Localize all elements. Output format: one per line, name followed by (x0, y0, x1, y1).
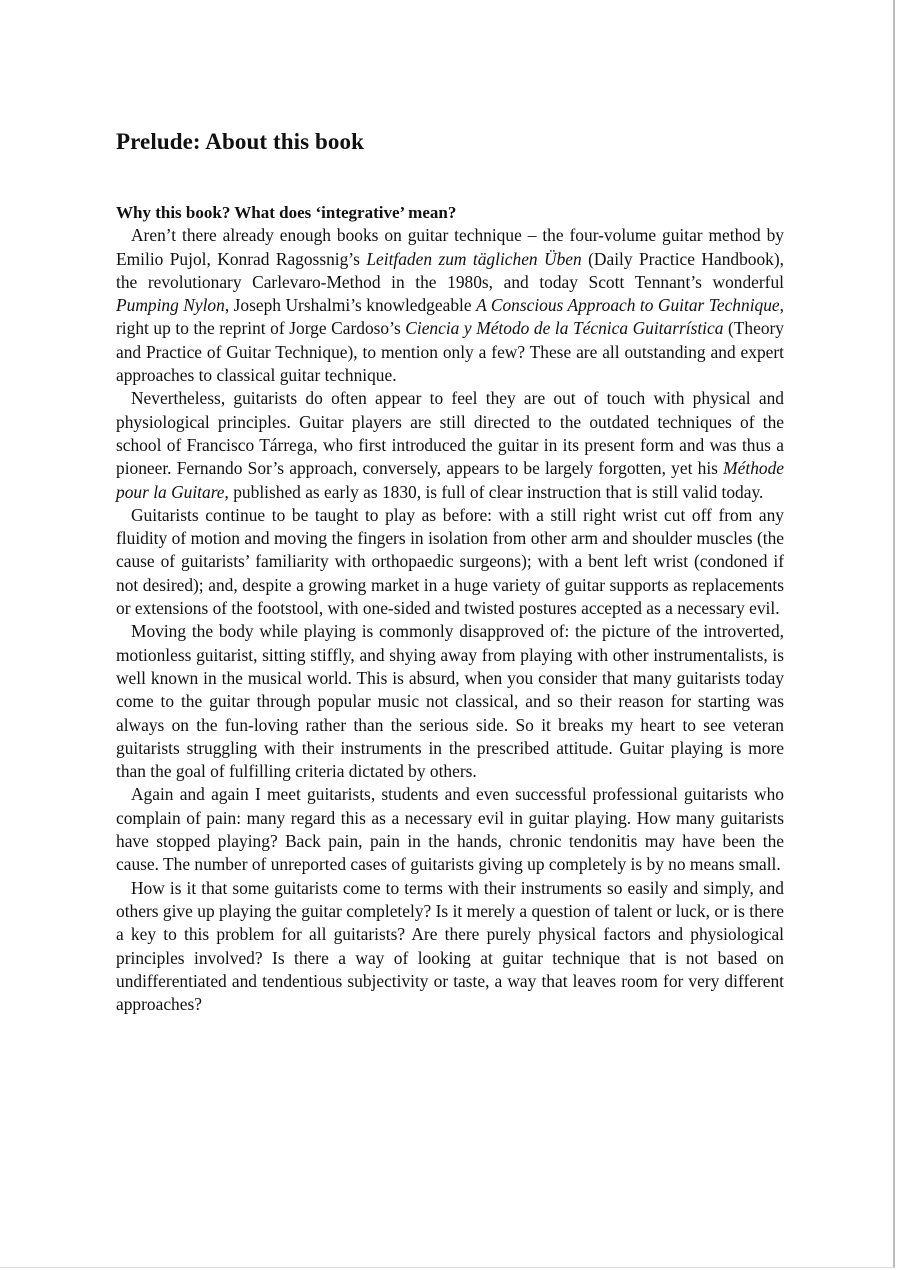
paragraph-text: Nevertheless, guitarists do often appear to feel they are out of touch with physical and physiological principles. Guitar players are still directed to the outdated techniques of the school of Francisco Tárrega, who first introduced the guitar in its present form and was thus a pioneer. Fernando Sor’s approach, conversely, appears to be largely forgotten, yet his (116, 388, 784, 479)
book-title-italic: Ciencia y Método de la Técnica Guitarrística (405, 318, 724, 339)
paragraph-text: (Theory and Practice of Guitar Technique), to mention only a few? These are all outstanding and expert approaches to classical guitar technique. (116, 318, 784, 386)
book-title-italic: Méthode pour la Guitare (116, 458, 784, 502)
body-text (116, 224, 784, 1016)
paragraph-text: Moving the body while playing is commonly disapproved of: the picture of the introverted, motionless guitarist, sitting stiffly, and shying away from playing with other instrumentalists, is well known in the musical world. This is absurd, when you consider that many guitarists today come to the guitar through popular music not classical, and so their reason for starting was always on the fun-loving rather than the serious side. So it breaks my heart to see veteran guitarists struggling with their instruments in the prescribed attitude. Guitar playing is more than the goal of fulfilling criteria dictated by others. (116, 621, 784, 782)
body-paragraph (116, 783, 784, 876)
body-paragraph (116, 877, 784, 1017)
paragraph-text: , Joseph Urshalmi’s knowledgeable (224, 295, 477, 316)
chapter-title: Prelude: About this book (116, 129, 364, 154)
body-paragraph (116, 620, 784, 783)
paragraph-text: (Daily Practice Handbook), the revolutionary Carlevaro-Method in the 1980s, and today Scott Tennant’s wonderful (116, 248, 785, 292)
paragraph-text: Aren’t there already enough books on guitar technique – the four-volume guitar method by Emilio Pujol, Konrad Ragossnig’s (116, 225, 784, 269)
body-paragraph (116, 224, 784, 387)
body-paragraph (116, 504, 784, 620)
paragraph-text: Again and again I meet guitarists, students and even successful professional guitarists who complain of pain: many regard this as a necessary evil in guitar playing. How many guitarists have stopped playing? Back pain, pain in the hands, chronic tendonitis may have been the cause. The number of unreported cases of guitarists giving up completely is by no means small. (116, 784, 784, 875)
paragraph-text: , right up to the reprint of Jorge Cardoso’s (116, 295, 785, 339)
book-title-italic: Pumping Nylon (116, 295, 225, 316)
paragraph-text: How is it that some guitarists come to terms with their instruments so easily and simply, and others give up playing the guitar completely? Is it merely a question of talent or luck, or is there a key to this problem for all guitarists? Are there purely physical factors and physiological principles involved? Is there a way of looking at guitar technique that is not based on undifferentiated and tendentious subjectivity or taste, a way that leaves room for very different approaches? (116, 877, 784, 1015)
section-heading: Why this book? What does ‘integrative’ mean? (116, 203, 457, 222)
book-title-italic: A Conscious Approach to Guitar Technique (476, 295, 780, 316)
paragraph-text: , published as early as 1830, is full of clear instruction that is still valid today. (224, 481, 764, 502)
body-paragraph (116, 387, 784, 503)
page-text-block (116, 126, 784, 1016)
book-title-italic: Leitfaden zum täglichen Üben (366, 248, 582, 269)
paragraph-text: Guitarists continue to be taught to play as before: with a still right wrist cut off from any fluidity of motion and moving the fingers in isolation from other arm and shoulder muscles (the cause of guitarists’ familiarity with orthopaedic surgeons); with a bent left wrist (condoned if not desired); and, despite a growing market in a huge variety of guitar supports as replacements or extensions of the footstool, with one-sided and twisted postures accepted as a necessary evil. (116, 504, 784, 619)
